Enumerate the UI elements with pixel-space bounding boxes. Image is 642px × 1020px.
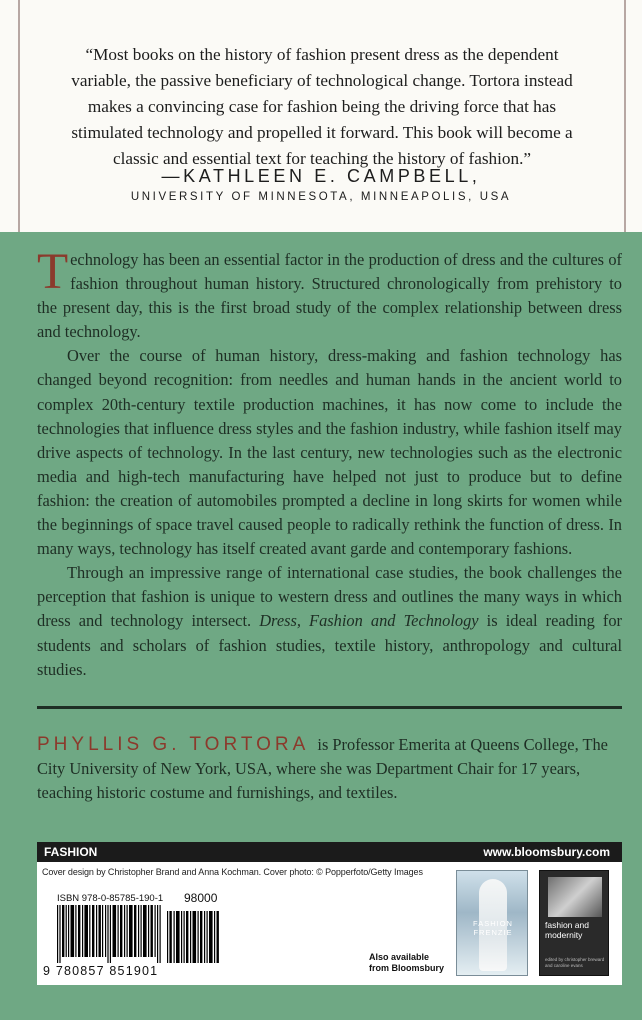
- description-paragraph-2: Over the course of human history, dress-making and fashion technology has changed beyond recognition: from needles and human hands in the ancient world to complex 20th-century textile production machines, it has now come to include the technologies that influence dress styles and the fashion industry, while fashion itself may drive aspects of technology. In the last century, new technologies such as the electronic media and high-tech manufacturing have helped not just to produce but to define fashion: the creation of automobiles prompted a decline in long skirts for women while the beginnings of space travel caused people to radically rethink the function of dress. In many ways, technology has itself created avant garde and contemporary fashions.: [37, 346, 622, 559]
- endorsement-panel: [0, 0, 642, 232]
- book-description: [37, 244, 623, 682]
- paragraph-3-start: Through an impressive range of international case studies, the book challenges the perception that fashion is unique to western dress and outlines the many ways in which dress and technology intersect.: [37, 563, 622, 631]
- description-paragraph-1: [37, 244, 622, 344]
- drop-cap: T: [37, 244, 69, 300]
- isbn-digits: 9 780857 851901: [43, 964, 159, 978]
- cover-photo: [548, 877, 602, 917]
- endorser-name: —KATHLEEN E. CAMPBELL,: [161, 166, 481, 186]
- related-book-cover-2[interactable]: [539, 870, 609, 976]
- isbn-label: ISBN 978-0-85785-190-1: [57, 893, 164, 904]
- related-book-2-subtitle: edited by christopher breward and caroline evans: [545, 957, 605, 968]
- related-book-cover-1[interactable]: [456, 870, 528, 976]
- endorsement-quote: “Most books on the history of fashion present dress as the dependent variable, the passive beneficiary of technological change. Tortora instead makes a convincing case for fashion being the driving force that has stimulated technology and propelled it forward. This book will become a classic and essential text for teaching the history of fashion.”: [71, 45, 573, 168]
- addon-barcode-icon: [167, 905, 221, 963]
- barcode-icon: [57, 905, 163, 963]
- category-band: [37, 842, 622, 862]
- endorser-affiliation: UNIVERSITY OF MINNESOTA, MINNEAPOLIS, USA: [130, 191, 512, 203]
- author-bio-text: is Professor Emerita at Queens College, The City University of New York, USA, where she was Department Chair for 17 years, teaching historic costume and furnishings, and textiles.: [37, 735, 608, 803]
- divider-rule: [37, 706, 622, 709]
- description-paragraph-3: [37, 561, 622, 681]
- cover-credits: Cover design by Christopher Brand and Anna Kochman. Cover photo: © Popperfoto/Getty Images: [42, 867, 423, 877]
- barcode-panel: [37, 842, 622, 985]
- also-available-text: Also available: [369, 952, 430, 962]
- also-available-label: [369, 952, 444, 974]
- publisher-url[interactable]: www.bloomsbury.com: [483, 845, 610, 859]
- paragraph-1-text: echnology has been an essential factor in the production of dress and the cultures of fashion throughout human history. Structured chronologically from prehistory to the present day, this is the first broad study of the complex relationship between dress and technology.: [37, 250, 622, 342]
- related-book-1-title: FASHION FRENZIE: [473, 919, 513, 937]
- author-name: PHYLLIS G. TORTORA: [37, 734, 310, 755]
- author-bio: [37, 733, 622, 805]
- price-addon-digits: 98000: [184, 891, 218, 905]
- paragraph-3-end: is ideal reading for students and scholars of fashion studies, textile history, anthropology and cultural studies.: [37, 611, 623, 679]
- from-publisher-text: from Bloomsbury: [369, 963, 445, 973]
- category-label: FASHION: [44, 845, 98, 859]
- related-book-2-title: fashion and modernity: [545, 920, 589, 940]
- book-title-italic: Dress, Fashion and Technology: [259, 611, 479, 631]
